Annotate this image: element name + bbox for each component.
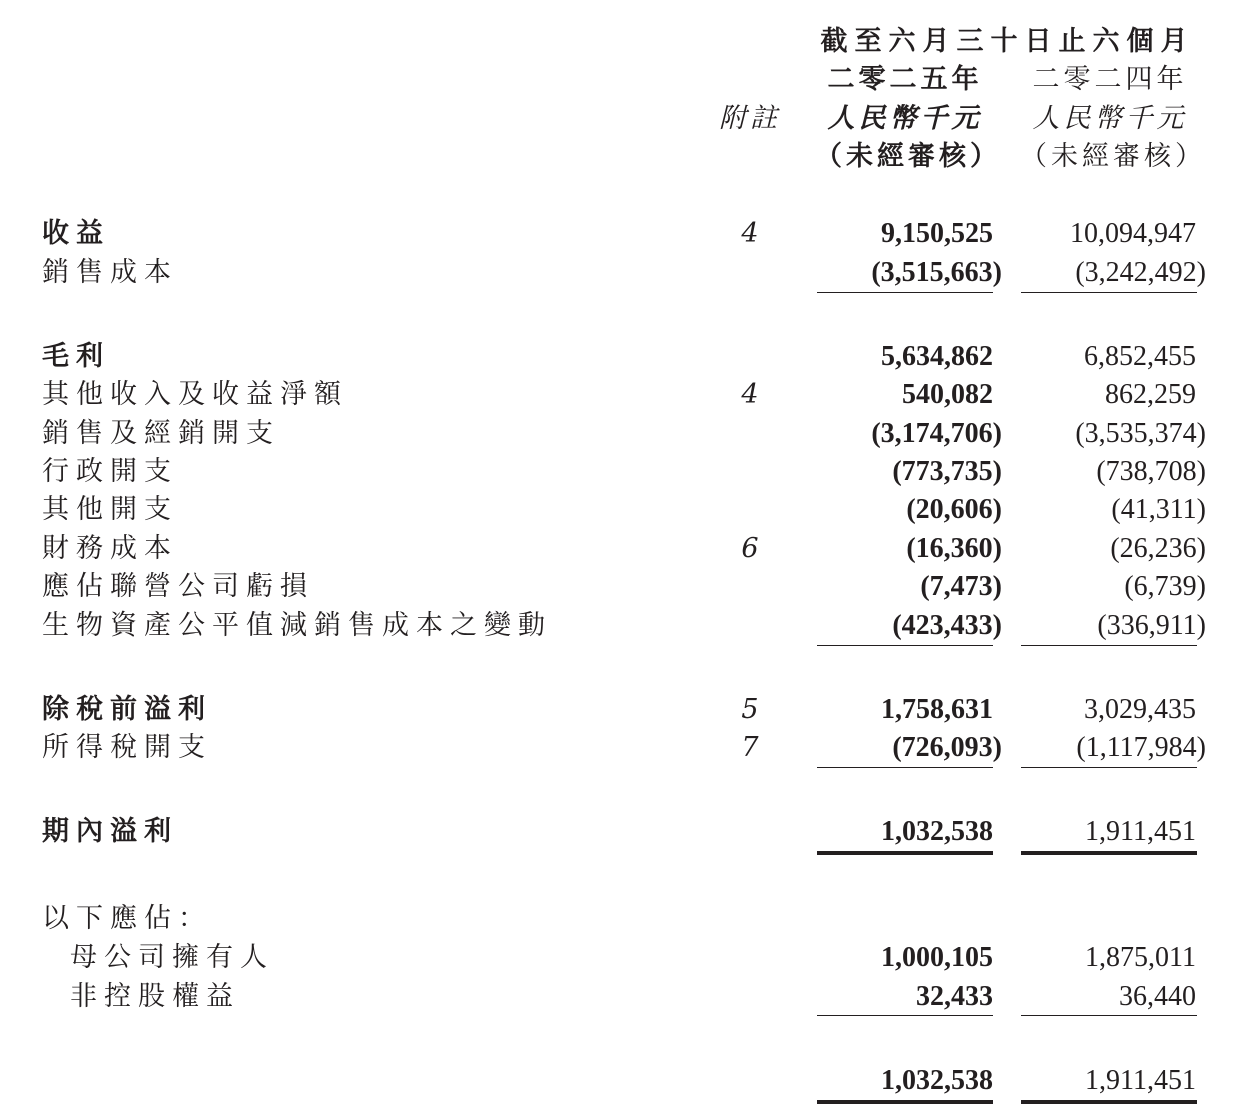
subtotal-rule xyxy=(1021,1015,1197,1016)
col1-unit: 人民幣千元 xyxy=(827,103,983,134)
row-value-2025: 1,000,105 xyxy=(881,942,993,973)
row-label: 銷售成本 xyxy=(42,257,178,288)
row-value-2024: 862,259 xyxy=(1105,379,1196,410)
row-label: 期內溢利 xyxy=(42,816,178,847)
row-label: 毛利 xyxy=(42,341,110,372)
row-value-2025: 540,082 xyxy=(902,379,993,410)
row-value-2024: 1,911,451 xyxy=(1085,1065,1196,1096)
row-note: 6 xyxy=(741,533,759,564)
col2-unit: 人民幣千元 xyxy=(1032,103,1188,134)
row-value-2024: (738,708) xyxy=(1096,456,1206,487)
subtotal-rule xyxy=(817,1015,993,1016)
total-rule xyxy=(817,1100,993,1104)
row-value-2025: 1,032,538 xyxy=(881,816,993,847)
row-value-2025: 32,433 xyxy=(916,981,993,1012)
row-value-2024: 3,029,435 xyxy=(1084,694,1196,725)
row-value-2024: 1,875,011 xyxy=(1085,942,1196,973)
subtotal-rule xyxy=(817,292,993,293)
row-label: 財務成本 xyxy=(42,533,178,564)
row-label: 其他開支 xyxy=(42,494,178,525)
row-note: 4 xyxy=(741,379,759,410)
row-note: 7 xyxy=(741,732,759,763)
row-value-2024: 1,911,451 xyxy=(1085,816,1196,847)
row-value-2024: (3,535,374) xyxy=(1075,418,1206,449)
total-rule xyxy=(1021,1100,1197,1104)
row-label: 生物資產公平值減銷售成本之變動 xyxy=(42,610,552,641)
row-label: 收益 xyxy=(42,218,110,249)
row-label: 所得稅開支 xyxy=(42,732,212,763)
row-note: 4 xyxy=(741,218,759,249)
col1-audit: （未經審核） xyxy=(815,141,1001,172)
row-label: 行政開支 xyxy=(42,456,178,487)
total-rule xyxy=(817,851,993,855)
row-value-2025: (3,174,706) xyxy=(871,418,1002,449)
row-value-2025: 9,150,525 xyxy=(881,218,993,249)
row-label: 非控股權益 xyxy=(70,981,240,1012)
row-label: 應佔聯營公司虧損 xyxy=(42,571,314,602)
row-value-2025: 1,758,631 xyxy=(881,694,993,725)
row-value-2024: (1,117,984) xyxy=(1076,732,1206,763)
col1-year: 二零二五年 xyxy=(827,64,983,95)
row-value-2024: 6,852,455 xyxy=(1084,341,1196,372)
subtotal-rule xyxy=(1021,645,1197,646)
row-value-2025: (726,093) xyxy=(892,732,1002,763)
row-value-2025: 1,032,538 xyxy=(881,1065,993,1096)
row-value-2024: (3,242,492) xyxy=(1075,257,1206,288)
col2-year: 二零二四年 xyxy=(1032,64,1188,95)
row-value-2025: (7,473) xyxy=(920,571,1002,602)
row-value-2024: (41,311) xyxy=(1111,494,1206,525)
subtotal-rule xyxy=(1021,292,1197,293)
total-rule xyxy=(1021,851,1197,855)
row-label: 銷售及經銷開支 xyxy=(42,418,280,449)
row-label: 母公司擁有人 xyxy=(70,942,274,973)
row-value-2025: (423,433) xyxy=(892,610,1002,641)
row-value-2024: (6,739) xyxy=(1124,571,1206,602)
row-label: 除稅前溢利 xyxy=(42,694,212,725)
row-label: 以下應佔： xyxy=(42,903,212,934)
note-heading: 附註 xyxy=(719,103,781,134)
row-value-2025: (773,735) xyxy=(892,456,1002,487)
period-heading: 截至六月三十日止六個月 xyxy=(820,26,1195,57)
row-value-2025: (16,360) xyxy=(906,533,1002,564)
row-value-2025: (20,606) xyxy=(906,494,1002,525)
row-note: 5 xyxy=(741,694,759,725)
col2-audit: （未經審核） xyxy=(1020,141,1206,172)
subtotal-rule xyxy=(817,767,993,768)
subtotal-rule xyxy=(817,645,993,646)
row-value-2024: 36,440 xyxy=(1119,981,1196,1012)
row-value-2024: 10,094,947 xyxy=(1070,218,1196,249)
row-value-2025: 5,634,862 xyxy=(881,341,993,372)
row-label: 其他收入及收益淨額 xyxy=(42,379,348,410)
subtotal-rule xyxy=(1021,767,1197,768)
row-value-2024: (26,236) xyxy=(1110,533,1206,564)
row-value-2024: (336,911) xyxy=(1097,610,1206,641)
row-value-2025: (3,515,663) xyxy=(871,257,1002,288)
